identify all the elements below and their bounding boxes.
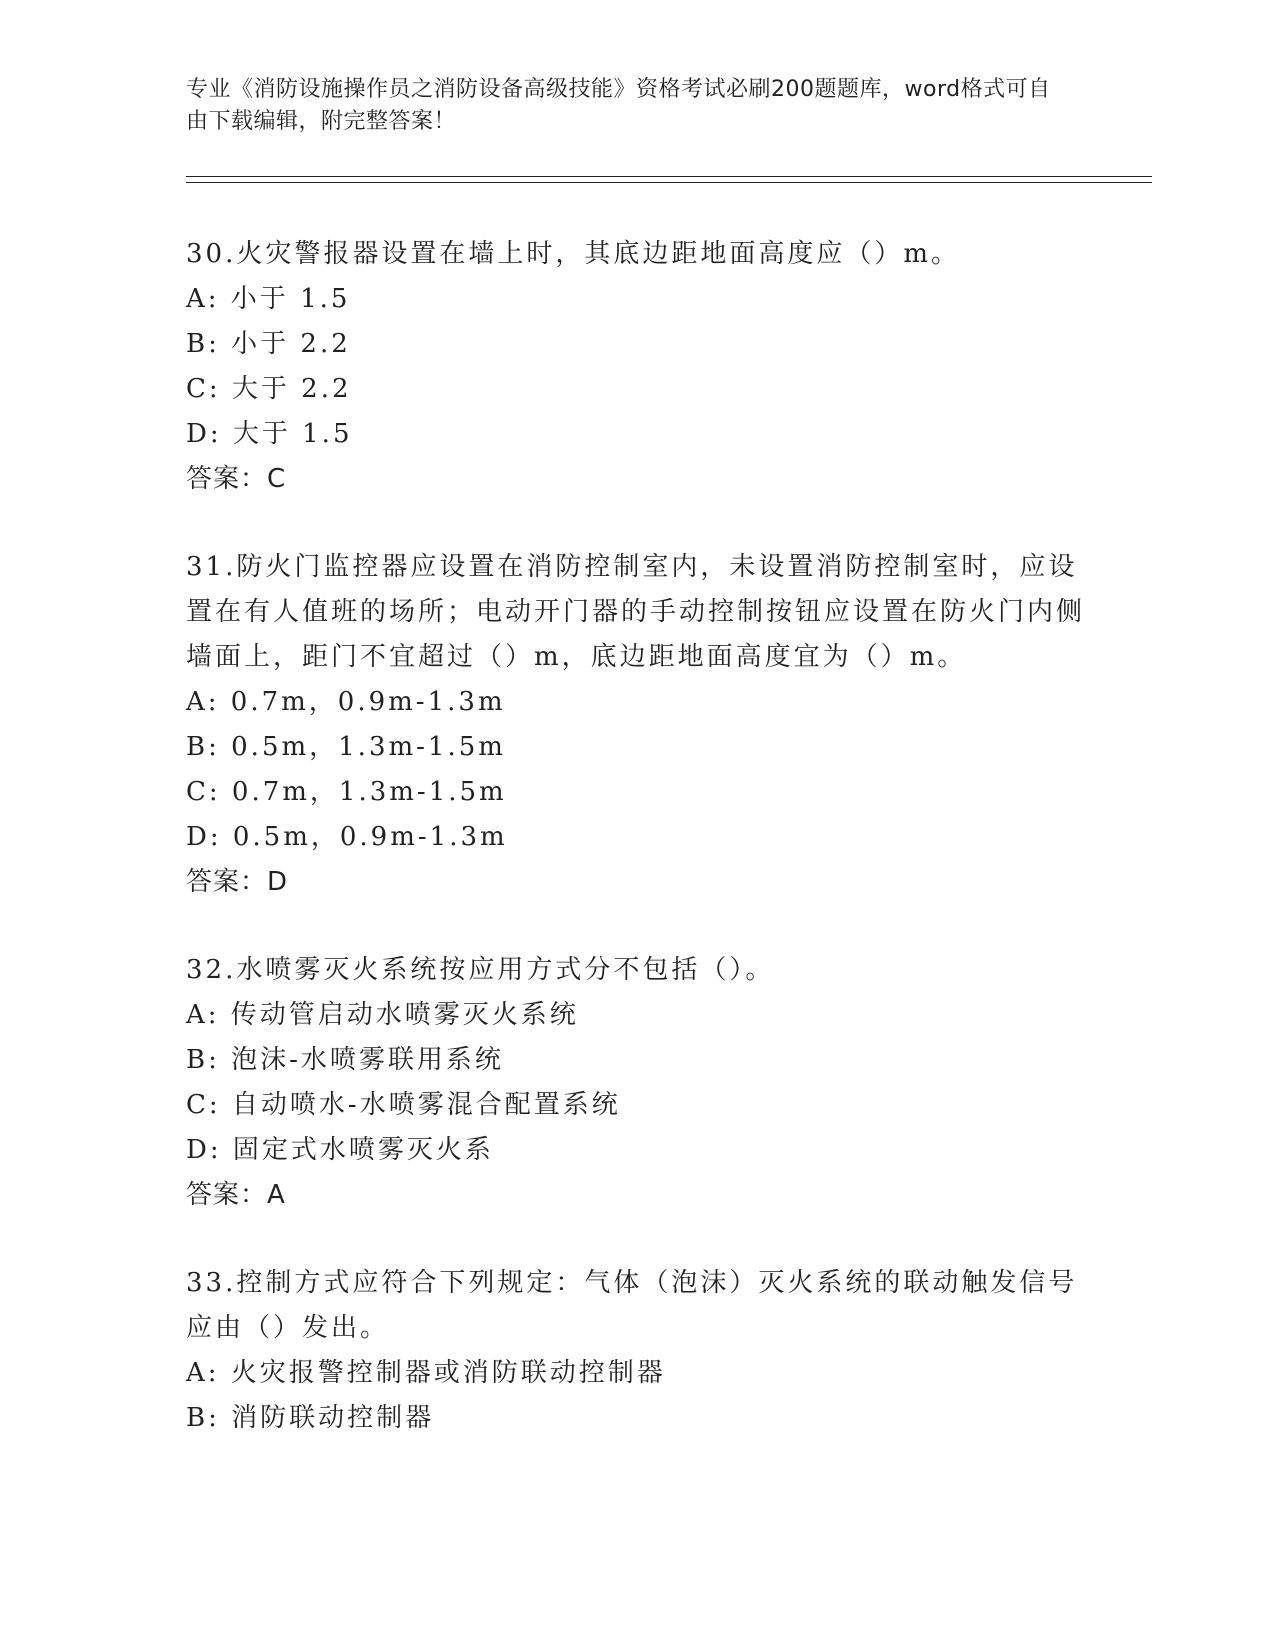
option-d: D: 大于 1.5: [186, 419, 353, 449]
question-stem: 30.火灾警报器设置在墙上时，其底边距地面高度应（）m。: [186, 239, 961, 269]
option-c: C: 大于 2.2: [186, 374, 352, 404]
option-c: C: 自动喷水-水喷雾混合配置系统: [186, 1090, 621, 1120]
question-31: [186, 545, 1086, 904]
question-list: [186, 232, 1086, 1485]
question-stem: 31.防火门监控器应设置在消防控制室内，未设置消防控制室时，应设置在有人值班的场所；电动开门器的手动控制按钮应设置在防火门内侧墙面上，距门不宜超过（）m，底边距地面高度宜为（）m。: [186, 552, 1086, 672]
option-d: D: 固定式水喷雾灭火系: [186, 1135, 494, 1165]
option-a: A: 火灾报警控制器或消防联动控制器: [186, 1358, 666, 1388]
option-b: B: 0.5m，1.3m-1.5m: [186, 732, 506, 762]
option-c: C: 0.7m，1.3m-1.5m: [186, 777, 507, 807]
option-b: B: 泡沫-水喷雾联用系统: [186, 1045, 504, 1075]
header-divider-bottom: [186, 182, 1152, 183]
option-a: A: 小于 1.5: [186, 284, 351, 314]
question-32: [186, 948, 1086, 1217]
option-a: A: 0.7m，0.9m-1.3m: [186, 687, 506, 717]
answer-line: 答案：C: [186, 464, 287, 494]
question-30: [186, 232, 1086, 501]
option-a: A: 传动管启动水喷雾灭火系统: [186, 1000, 579, 1030]
header-text: 专业《消防设施操作员之消防设备高级技能》资格考试必刷200题题库，word格式可自由下载编辑，附完整答案！: [186, 77, 1051, 134]
header-divider-top: [186, 176, 1152, 177]
answer-line: 答案：D: [186, 867, 289, 897]
option-b: B: 消防联动控制器: [186, 1403, 435, 1433]
document-header: [186, 74, 1066, 138]
answer-line: 答案：A: [186, 1180, 286, 1210]
option-b: B: 小于 2.2: [186, 329, 351, 359]
question-33: [186, 1261, 1086, 1441]
option-d: D: 0.5m，0.9m-1.3m: [186, 822, 508, 852]
question-stem: 32.水喷雾灭火系统按应用方式分不包括（）。: [186, 955, 775, 985]
question-stem: 33.控制方式应符合下列规定：气体（泡沫）灭火系统的联动触发信号应由（）发出。: [186, 1268, 1078, 1343]
